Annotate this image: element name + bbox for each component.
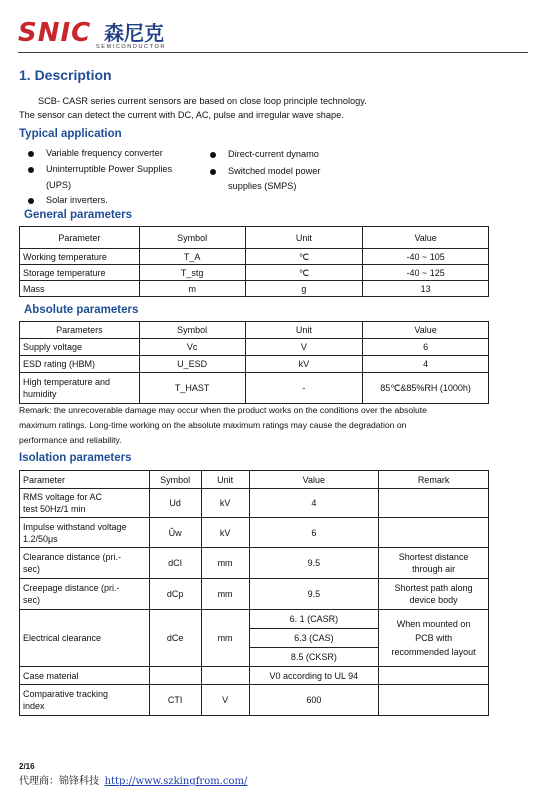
table-cell: -: [245, 373, 363, 404]
table-cell: Creepage distance (pri.- sec): [20, 579, 150, 610]
remark-line-3: performance and reliability.: [19, 435, 122, 445]
agent-text: 代理商：锦锋科技: [19, 776, 99, 787]
table-cell: Vc: [139, 339, 245, 356]
description-line-2: The sensor can detect the current with DC, AC, pulse and irregular wave shape.: [19, 110, 344, 120]
table-cell: dCp: [149, 579, 201, 610]
footer-line: [19, 772, 247, 787]
table-cell: RMS voltage for AC test 50Hz/1 min: [20, 489, 150, 518]
table-cell: [379, 685, 489, 716]
table-cell: ESD rating (HBM): [20, 356, 140, 373]
page-number: 2/16: [19, 762, 35, 771]
table-cell: High temperature and humidity: [20, 373, 140, 404]
table-row: [20, 518, 489, 548]
table-row: [20, 610, 489, 629]
table-cell: [379, 489, 489, 518]
table-cell: 9.5: [249, 579, 379, 610]
table-cell: Working temperature: [20, 249, 140, 265]
logo: [18, 20, 91, 46]
table-cell: 85℃&85%RH (1000h): [363, 373, 489, 404]
table-cell: CTI: [149, 685, 201, 716]
website-link[interactable]: http://www.szkingfrom.com/: [104, 776, 248, 787]
description-line-1: SCB- CASR series current sensors are based on close loop principle technology.: [38, 96, 367, 106]
absolute-parameters-title: Absolute parameters: [24, 304, 139, 316]
table-row: [20, 249, 489, 265]
table-cell: [201, 667, 249, 685]
table-cell: Supply voltage: [20, 339, 140, 356]
table-cell: -40 ~ 105: [363, 249, 489, 265]
header-cell: Value: [249, 471, 379, 489]
table-cell: 6.3 (CAS): [249, 629, 379, 648]
table-row: [20, 373, 489, 404]
header-cell: Parameter: [20, 471, 150, 489]
table-row: [20, 265, 489, 281]
table-cell: U_ESD: [139, 356, 245, 373]
table-cell: dCe: [149, 610, 201, 667]
bullet-icon: [28, 198, 34, 204]
table-cell: Storage temperature: [20, 265, 140, 281]
table-cell: Mass: [20, 281, 140, 297]
section-title-description: 1. Description: [19, 67, 112, 83]
table-cell: kV: [201, 489, 249, 518]
table-header-row: [20, 322, 489, 339]
header-cell: Remark: [379, 471, 489, 489]
table-cell: [149, 667, 201, 685]
isolation-parameters-table: [19, 470, 489, 716]
table-row: [20, 281, 489, 297]
table-cell: 6. 1 (CASR): [249, 610, 379, 629]
table-cell: V0 according to UL 94: [249, 667, 379, 685]
table-cell: 4: [363, 356, 489, 373]
remark-line-2: maximum ratings. Long-time working on the absolute maximum ratings may cause the degradation on: [19, 420, 407, 430]
logo-subtitle: SEMICONDUCTOR: [96, 44, 166, 50]
table-cell: 6: [363, 339, 489, 356]
table-cell: m: [139, 281, 245, 297]
table-cell: dCI: [149, 548, 201, 579]
table-cell: T_HAST: [139, 373, 245, 404]
typical-item-cont: supplies (SMPS): [228, 181, 297, 191]
table-cell: T_stg: [139, 265, 245, 281]
table-cell: kV: [201, 518, 249, 548]
header-cell: Unit: [245, 227, 363, 249]
table-cell: ℃: [245, 265, 363, 281]
table-cell: Case material: [20, 667, 150, 685]
table-cell: 6: [249, 518, 379, 548]
table-cell: mm: [201, 548, 249, 579]
table-cell: Ud: [149, 489, 201, 518]
table-cell: T_A: [139, 249, 245, 265]
table-cell: 13: [363, 281, 489, 297]
table-cell: V: [245, 339, 363, 356]
table-header-row: [20, 227, 489, 249]
table-cell: When mounted on PCB with recommended layout: [379, 610, 489, 667]
general-parameters-title: General parameters: [24, 209, 133, 221]
table-cell: mm: [201, 610, 249, 667]
table-row: [20, 339, 489, 356]
table-cell: 8.5 (CKSR): [249, 648, 379, 667]
header-divider: [18, 52, 528, 53]
table-cell: mm: [201, 579, 249, 610]
header-cell: Symbol: [139, 322, 245, 339]
table-cell: Comparative tracking index: [20, 685, 150, 716]
header-cell: Parameter: [20, 227, 140, 249]
bullet-icon: [210, 169, 216, 175]
typical-item: Variable frequency converter: [46, 148, 163, 158]
table-cell: [379, 667, 489, 685]
typical-item-cont: (UPS): [46, 180, 72, 190]
table-row: [20, 356, 489, 373]
table-row: [20, 667, 489, 685]
table-cell: Impulse withstand voltage 1.2/50μs: [20, 518, 150, 548]
header-cell: Symbol: [139, 227, 245, 249]
table-cell: Ûw: [149, 518, 201, 548]
header-cell: Unit: [245, 322, 363, 339]
bullet-icon: [28, 167, 34, 173]
bullet-icon: [210, 152, 216, 158]
table-cell: V: [201, 685, 249, 716]
absolute-parameters-table: [19, 321, 489, 404]
table-cell: g: [245, 281, 363, 297]
bullet-icon: [28, 151, 34, 157]
table-cell: -40 ~ 125: [363, 265, 489, 281]
table-cell: Clearance distance (pri.- sec): [20, 548, 150, 579]
header-cell: Unit: [201, 471, 249, 489]
table-cell: Electrical clearance: [20, 610, 150, 667]
isolation-parameters-title: Isolation parameters: [19, 452, 132, 464]
typical-item: Direct-current dynamo: [228, 149, 319, 159]
table-cell: [379, 518, 489, 548]
typical-item: Solar inverters.: [46, 195, 108, 205]
logo-text: SNIC: [18, 18, 92, 48]
typical-application-title: Typical application: [19, 128, 122, 140]
table-cell: 600: [249, 685, 379, 716]
table-row: [20, 489, 489, 518]
header-cell: Value: [363, 322, 489, 339]
general-parameters-table: [19, 226, 489, 297]
header-cell: Symbol: [149, 471, 201, 489]
table-header-row: [20, 471, 489, 489]
header-cell: Value: [363, 227, 489, 249]
table-cell: Shortest distance through air: [379, 548, 489, 579]
table-cell: kV: [245, 356, 363, 373]
table-row: [20, 548, 489, 579]
header-cell: Parameters: [20, 322, 140, 339]
remark-line-1: Remark: the unrecoverable damage may occur when the product works on the conditions over the absolute: [19, 405, 427, 415]
table-row: [20, 685, 489, 716]
table-cell: 4: [249, 489, 379, 518]
typical-item: Switched model power: [228, 166, 321, 176]
table-cell: Shortest path along device body: [379, 579, 489, 610]
typical-item: Uninterruptible Power Supplies: [46, 164, 173, 174]
table-row: [20, 579, 489, 610]
table-cell: ℃: [245, 249, 363, 265]
logo-chinese: 森尼克: [104, 21, 164, 45]
table-cell: 9.5: [249, 548, 379, 579]
